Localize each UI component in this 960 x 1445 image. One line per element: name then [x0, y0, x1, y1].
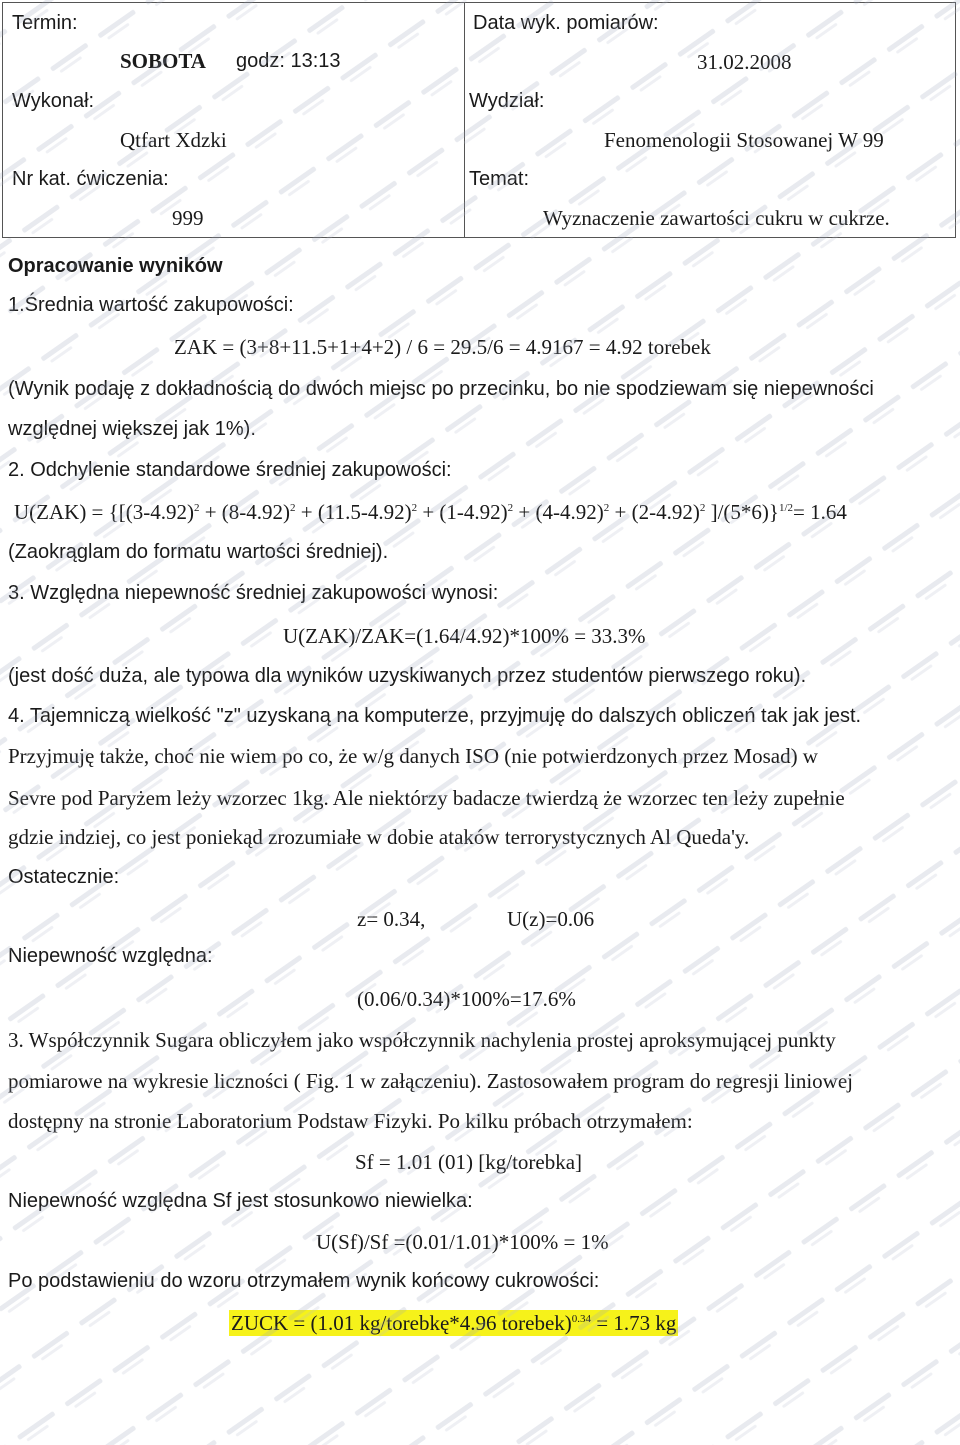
p1-title: 1.Średnia wartość zakupowości:: [8, 294, 294, 316]
p2-formula-part: + (11.5-4.92): [295, 500, 412, 524]
day-value: SOBOTA: [120, 49, 206, 73]
p2-formula-part: + (4-4.92): [513, 500, 604, 524]
p1-note-line1: (Wynik podaję z dokładnością do dwóch miejsc po przecinku, bo nie spodziewam się niepewności: [8, 378, 874, 400]
p2-formula: [14, 500, 847, 524]
p1-note-line2: względnej większej jak 1%).: [8, 418, 256, 440]
p3-formula: U(ZAK)/ZAK=(1.64/4.92)*100% = 33.3%: [283, 624, 646, 648]
date-value: 31.02.2008: [697, 50, 792, 74]
section-title: Opracowanie wyników: [8, 255, 223, 277]
date-label: Data wyk. pomiarów:: [473, 12, 659, 34]
time-value: godz: 13:13: [236, 50, 341, 72]
p5-line1: 3. Współczynnik Sugara obliczyłem jako współczynnik nachylenia prostej aproksymującej punkty: [8, 1028, 836, 1052]
wydzial-value: Fenomenologii Stosowanej W 99: [604, 128, 884, 152]
temat-label: Temat:: [469, 168, 530, 190]
p4-line4: gdzie indziej, co jest poniekąd zrozumiałe w dobie ataków terrorystycznych Al Queda'y.: [8, 825, 750, 849]
header-divider: [464, 3, 465, 237]
superscript: 1/2: [778, 502, 794, 514]
p2-note: (Zaokrąglam do formatu wartości średniej).: [8, 541, 389, 563]
p4-line3: Sevre pod Paryżem leży wzorzec 1kg. Ale niektórzy badacze twierdzą że wzorzec ten leży zupełnie: [8, 786, 845, 810]
p4-line2: Przyjmuję także, choć nie wiem po co, że w/g danych ISO (nie potwierdzonych przez Mosad) w: [8, 744, 818, 768]
p2-formula-part: + (1-4.92): [417, 500, 508, 524]
ostatecznie-label: Ostatecznie:: [8, 866, 120, 888]
wykonal-value: Qtfart Xdzki: [120, 128, 227, 152]
final-result: [229, 1310, 678, 1336]
superscript: 0.34: [571, 1313, 592, 1325]
superscript: 2: [193, 502, 200, 514]
final-label: Po podstawieniu do wzoru otrzymałem wynik końcowy cukrowości:: [8, 1270, 600, 1292]
superscript: 2: [603, 502, 610, 514]
final-result-part: = 1.73 kg: [591, 1311, 677, 1335]
nrkat-label: Nr kat. ćwiczenia:: [12, 168, 169, 190]
p3-title: 3. Względna niepewność średniej zakupowości wynosi:: [8, 582, 499, 604]
p5-line2: pomiarowe na wykresie liczności ( Fig. 1 w załączeniu). Zastosowałem program do regresji liniowej: [8, 1069, 853, 1093]
wykonal-label: Wykonał:: [12, 90, 95, 112]
superscript: 2: [411, 502, 418, 514]
superscript: 2: [507, 502, 514, 514]
superscript: 2: [290, 502, 296, 514]
wydzial-label: Wydział:: [469, 90, 545, 112]
temat-value: Wyznaczenie zawartości cukru w cukrze.: [543, 206, 890, 230]
z-value: z= 0.34,: [357, 907, 426, 931]
sf-note: Niepewność względna Sf jest stosunkowo niewielka:: [8, 1190, 473, 1212]
p2-formula-part: ]/(5*6)}: [705, 500, 779, 524]
termin-label: Termin:: [12, 12, 78, 34]
niepewnosc-formula: (0.06/0.34)*100%=17.6%: [357, 987, 576, 1011]
p2-title: 2. Odchylenie standardowe średniej zakupowości:: [8, 459, 452, 481]
p1-formula: ZAK = (3+8+11.5+1+4+2) / 6 = 29.5/6 = 4.9167 = 4.92 torebek: [174, 335, 711, 359]
p3-note: (jest dość duża, ale typowa dla wyników uzyskiwanych przez studentów pierwszego roku).: [8, 665, 807, 687]
header-table: [2, 2, 956, 238]
usf-formula: U(Sf)/Sf =(0.01/1.01)*100% = 1%: [316, 1230, 609, 1254]
p2-formula-part: = 1.64: [793, 500, 847, 524]
sf-formula: Sf = 1.01 (01) [kg/torebka]: [355, 1150, 583, 1174]
p2-formula-part: + (2-4.92): [609, 500, 700, 524]
p2-formula-part: U(ZAK) = {[(3-4.92): [14, 500, 194, 524]
superscript: 2: [699, 502, 706, 514]
uz-value: U(z)=0.06: [507, 907, 595, 931]
niepewnosc-label: Niepewność względna:: [8, 945, 213, 967]
p2-formula-part: + (8-4.92): [199, 500, 291, 524]
p4-line1: 4. Tajemniczą wielkość "z" uzyskaną na komputerze, przyjmuję do dalszych obliczeń tak jak jest.: [8, 705, 862, 727]
final-result-part: ZUCK = (1.01 kg/torebkę*4.96 torebek): [231, 1311, 572, 1335]
nrkat-value: 999: [172, 206, 204, 230]
p5-line3: dostępny na stronie Laboratorium Podstaw Fizyki. Po kilku próbach otrzymałem:: [8, 1109, 693, 1133]
